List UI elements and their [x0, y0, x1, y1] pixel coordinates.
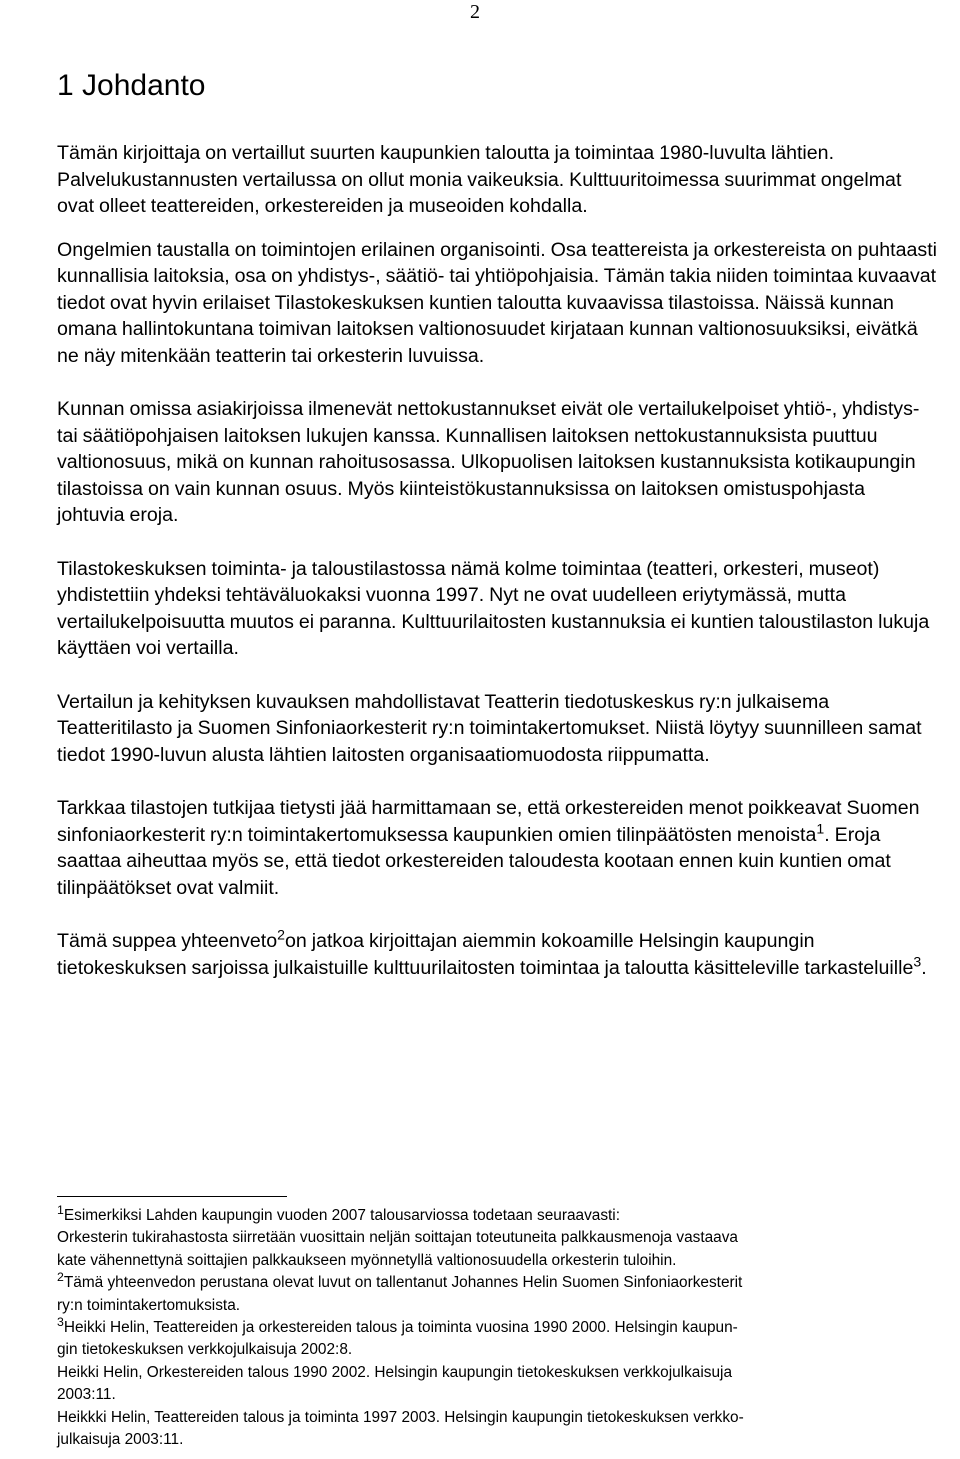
paragraph-3: Kunnan omissa asiakirjoissa ilmenevät nettokustannukset eivät ole vertailukelpoiset yhtiö-, yhdistys- tai säätiöpohjaisen laitoksen lukujen kanssa. Kunnallisen laitoksen nettokustannuksista puuttuu valtionosuus, mikä on kunnan rahoitusosassa. Ulkopuolisen laitoksen kustannuksista kotikaupungin tilastoissa on vain kunnan osuus. Myös kiinteistökustannuksissa on laitoksen omistuspohjasta johtuvia eroja. [57, 398, 920, 526]
paragraph-1: Tämän kirjoittaja on vertaillut suurten kaupunkien taloutta ja toimintaa 1980-luvulta lähtien. Palvelukustannusten vertailussa on ollut monia vaikeuksia. Kulttuuritoimessa suurimmat ongelmat ovat olleet teattereiden, orkestereiden ja museoiden kohdalla. [57, 142, 902, 217]
footnote-3-line-3: Heikki Helin, Orkestereiden talous 1990 2002. Helsingin kaupungin tietokeskuksen verkkojulkaisuja [57, 1363, 733, 1381]
paragraph-4: Tilastokeskuksen toiminta- ja taloustilastossa nämä kolme toimintaa (teatteri, orkesteri, museot) yhdistettiin yhdeksi tehtäväluokaksi vuonna 1997. Nyt ne ovat uudelleen eriytymässä, mutta vertailukelpoisuutta muutos ei paranna. Kulttuurilaitosten kustannuksia ei kuntien taloustilaston lukuja käyttäen voi vertailla. [57, 557, 930, 659]
page-number: 2 [470, 1, 480, 23]
paragraph-7-text-middle: on jatkoa kirjoittajan aiemmin kokoamille Helsingin kaupungin tietokeskuksen sarjoissa julkaistuille kulttuurilaitosten toimintaa ja taloutta käsitteleville tarkasteluille [57, 930, 914, 979]
paragraph-7 [57, 928, 937, 981]
footnote-3 [57, 1314, 942, 1339]
paragraph-7-text-before: Tämä suppea yhteenveto [57, 930, 278, 952]
footnote-3-line-2: gin tietokeskuksen verkkojulkaisuja 2002:8. [57, 1341, 353, 1359]
footnote-1-line-1: Esimerkiksi Lahden kaupungin vuoden 2007 talousarviossa todetaan seuraavasti: [63, 1207, 620, 1224]
body-text [57, 140, 937, 1008]
footnote-ref-1: 1 [816, 819, 825, 836]
footnote-1-mark: 1 [57, 1202, 64, 1217]
footnote-2-line-2: ry:n toimintakertomuksista. [57, 1296, 241, 1314]
footnote-2-line-1: Tämä yhteenvedon perustana olevat luvut on tallentanut Johannes Helin Suomen Sinfoniaorkesterit [63, 1274, 743, 1292]
footnote-3-line-4: 2003:11. [57, 1386, 116, 1404]
footnote-3-line-6: julkaisuja 2003:11. [57, 1431, 184, 1449]
footnotes [57, 1202, 942, 1451]
footnote-1 [57, 1202, 942, 1227]
footnote-3-line-1: Heikki Helin, Teattereiden ja orkestereiden talous ja toiminta vuosina 1990 2000. Helsingin kaupun- [63, 1319, 738, 1337]
footnote-1-line-3: kate vähennettynä soittajien palkkaukseen myönnetyllä valtionosuudella orkesterin tuloihin. [57, 1251, 677, 1269]
paragraph-7-text-after: . [921, 956, 927, 979]
footnote-1-line-2: Orkesterin tukirahastosta siirretään vuosittain neljän soittajan toteutuneita palkkausmenoja vastaava [57, 1229, 738, 1247]
paragraph-6-text-before: Tarkkaa tilastojen tutkijaa tietysti jää harmittamaan se, että orkestereiden menot poikkeavat Suomen sinfoniaorkesterit ry:n toimintakertomuksessa kaupunkien omien tilinpäätösten menoista [57, 797, 920, 846]
paragraph-6 [57, 795, 937, 901]
footnote-2 [57, 1272, 942, 1294]
chapter-heading: 1 Johdanto [57, 69, 206, 102]
footnote-3-line-5: Heikkki Helin, Teattereiden talous ja toiminta 1997 2003. Helsingin kaupungin tietokeskuksen verkko- [57, 1408, 744, 1426]
footnote-3-mark: 3 [57, 1314, 64, 1329]
paragraph-2: Ongelmien taustalla on toimintojen erilainen organisointi. Osa teattereista ja orkestereista on puhtaasti kunnallisia laitoksia, osa on yhdistys-, säätiö- tai yhtiöpohjaisia. Tämän takia niiden toimintaa kuvaavat tiedot ovat hyvin erilaiset Tilastokeskuksen kuntien taloutta kuvaavissa tilastoissa. Näissä kunnan omana hallintokuntana toimivan laitoksen valtionosuudet kirjataan kunnan valtionosuuksiksi, eivätkä ne näy mitenkään teatterin tai orkesterin luvuissa. [57, 238, 937, 367]
paragraph-6-text-after: . Eroja saattaa aiheuttaa myös se, että tiedot orkestereiden taloudesta kootaan ennen kuin kuntien omat tilinpäätökset ovat valmiit. [57, 823, 891, 899]
footnote-separator [57, 1196, 287, 1197]
footnote-2-mark: 2 [57, 1270, 64, 1285]
paragraph-5: Vertailun ja kehityksen kuvauksen mahdollistavat Teatterin tiedotuskeskus ry:n julkaisema Teatteritilasto ja Suomen Sinfoniaorkesterit ry:n toimintakertomukset. Niistä löytyy suunnilleen samat tiedot 1990-luvun alusta lähtien laitosten organisaatiomuodosta riippumatta. [57, 690, 922, 766]
footnote-ref-2: 2 [277, 926, 285, 943]
footnote-ref-3: 3 [913, 952, 922, 969]
